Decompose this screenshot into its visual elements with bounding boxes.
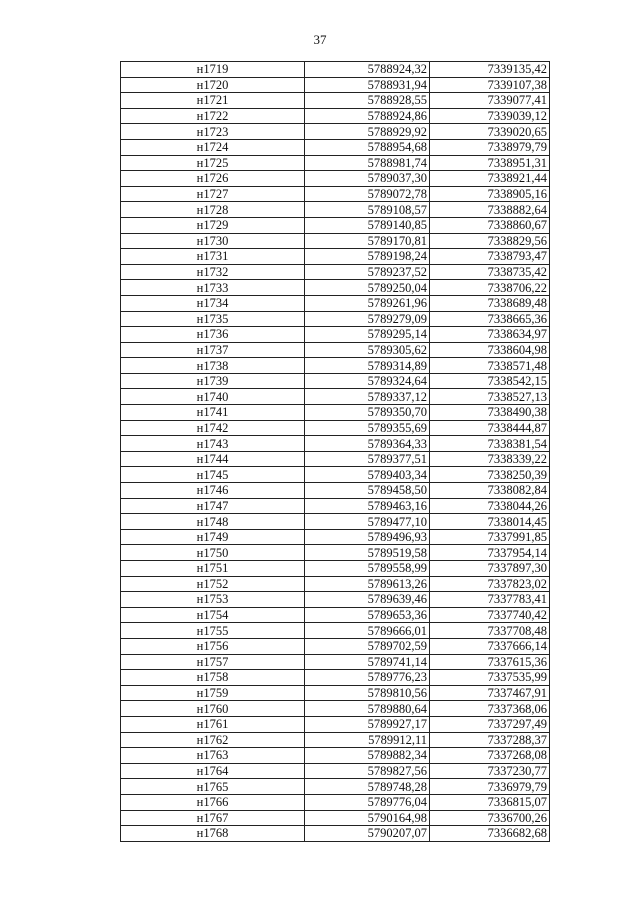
table-row — [121, 670, 550, 686]
point-id-cell: н1746 — [121, 483, 305, 499]
x-coordinate-cell: 5788928,55 — [305, 93, 430, 109]
x-coordinate-cell: 5788954,68 — [305, 139, 430, 155]
x-coordinate-cell: 5789250,04 — [305, 280, 430, 296]
x-coordinate-cell: 5789198,24 — [305, 249, 430, 265]
point-id-cell: н1722 — [121, 108, 305, 124]
y-coordinate-cell: 7339039,12 — [430, 108, 550, 124]
table-row — [121, 810, 550, 826]
x-coordinate-cell: 5789748,28 — [305, 779, 430, 795]
x-coordinate-cell: 5789403,34 — [305, 467, 430, 483]
point-id-cell: н1743 — [121, 436, 305, 452]
table-row — [121, 654, 550, 670]
point-id-cell: н1754 — [121, 607, 305, 623]
y-coordinate-cell: 7336700,26 — [430, 810, 550, 826]
point-id-cell: н1725 — [121, 155, 305, 171]
point-id-cell: н1734 — [121, 295, 305, 311]
y-coordinate-cell: 7337288,37 — [430, 732, 550, 748]
table-row — [121, 373, 550, 389]
y-coordinate-cell: 7338490,38 — [430, 405, 550, 421]
x-coordinate-cell: 5789912,11 — [305, 732, 430, 748]
table-row — [121, 186, 550, 202]
y-coordinate-cell: 7338339,22 — [430, 451, 550, 467]
table-row — [121, 701, 550, 717]
point-id-cell: н1730 — [121, 233, 305, 249]
point-id-cell: н1756 — [121, 638, 305, 654]
y-coordinate-cell: 7338250,39 — [430, 467, 550, 483]
x-coordinate-cell: 5789350,70 — [305, 405, 430, 421]
point-id-cell: н1762 — [121, 732, 305, 748]
x-coordinate-cell: 5789776,04 — [305, 794, 430, 810]
point-id-cell: н1727 — [121, 186, 305, 202]
point-id-cell: н1749 — [121, 529, 305, 545]
table-row — [121, 607, 550, 623]
y-coordinate-cell: 7337467,91 — [430, 685, 550, 701]
table-row — [121, 311, 550, 327]
x-coordinate-cell: 5789477,10 — [305, 514, 430, 530]
y-coordinate-cell: 7338444,87 — [430, 420, 550, 436]
table-row — [121, 545, 550, 561]
y-coordinate-cell: 7338706,22 — [430, 280, 550, 296]
y-coordinate-cell: 7338921,44 — [430, 171, 550, 187]
table-row — [121, 685, 550, 701]
y-coordinate-cell: 7338979,79 — [430, 139, 550, 155]
table-row — [121, 217, 550, 233]
x-coordinate-cell: 5790164,98 — [305, 810, 430, 826]
y-coordinate-cell: 7336979,79 — [430, 779, 550, 795]
point-id-cell: н1759 — [121, 685, 305, 701]
x-coordinate-cell: 5789880,64 — [305, 701, 430, 717]
y-coordinate-cell: 7338689,48 — [430, 295, 550, 311]
point-id-cell: н1739 — [121, 373, 305, 389]
point-id-cell: н1763 — [121, 748, 305, 764]
table-row — [121, 514, 550, 530]
y-coordinate-cell: 7338014,45 — [430, 514, 550, 530]
table-row — [121, 327, 550, 343]
y-coordinate-cell: 7336815,07 — [430, 794, 550, 810]
y-coordinate-cell: 7338665,36 — [430, 311, 550, 327]
x-coordinate-cell: 5789613,26 — [305, 576, 430, 592]
point-id-cell: н1738 — [121, 358, 305, 374]
table-row — [121, 467, 550, 483]
table-row — [121, 295, 550, 311]
x-coordinate-cell: 5789741,14 — [305, 654, 430, 670]
x-coordinate-cell: 5789458,50 — [305, 483, 430, 499]
table-row — [121, 826, 550, 842]
table-row — [121, 155, 550, 171]
x-coordinate-cell: 5788929,92 — [305, 124, 430, 140]
table-row — [121, 779, 550, 795]
table-row — [121, 171, 550, 187]
y-coordinate-cell: 7339020,65 — [430, 124, 550, 140]
table-row — [121, 124, 550, 140]
y-coordinate-cell: 7337615,36 — [430, 654, 550, 670]
y-coordinate-cell: 7338634,97 — [430, 327, 550, 343]
x-coordinate-cell: 5789882,34 — [305, 748, 430, 764]
table-row — [121, 389, 550, 405]
point-id-cell: н1740 — [121, 389, 305, 405]
y-coordinate-cell: 7337783,41 — [430, 592, 550, 608]
y-coordinate-cell: 7337666,14 — [430, 638, 550, 654]
coordinates-table — [120, 61, 550, 842]
point-id-cell: н1733 — [121, 280, 305, 296]
y-coordinate-cell: 7337991,85 — [430, 529, 550, 545]
y-coordinate-cell: 7338044,26 — [430, 498, 550, 514]
point-id-cell: н1721 — [121, 93, 305, 109]
x-coordinate-cell: 5789639,46 — [305, 592, 430, 608]
table-row — [121, 77, 550, 93]
point-id-cell: н1732 — [121, 264, 305, 280]
x-coordinate-cell: 5789519,58 — [305, 545, 430, 561]
y-coordinate-cell: 7338527,13 — [430, 389, 550, 405]
point-id-cell: н1755 — [121, 623, 305, 639]
point-id-cell: н1719 — [121, 62, 305, 78]
point-id-cell: н1752 — [121, 576, 305, 592]
page-number: 37 — [313, 32, 327, 47]
table-row — [121, 716, 550, 732]
y-coordinate-cell: 7338829,56 — [430, 233, 550, 249]
y-coordinate-cell: 7337740,42 — [430, 607, 550, 623]
y-coordinate-cell: 7338542,15 — [430, 373, 550, 389]
x-coordinate-cell: 5789355,69 — [305, 420, 430, 436]
table-row — [121, 638, 550, 654]
x-coordinate-cell: 5789927,17 — [305, 716, 430, 732]
x-coordinate-cell: 5789295,14 — [305, 327, 430, 343]
y-coordinate-cell: 7338860,67 — [430, 217, 550, 233]
point-id-cell: н1747 — [121, 498, 305, 514]
table-row — [121, 732, 550, 748]
x-coordinate-cell: 5789827,56 — [305, 763, 430, 779]
table-row — [121, 233, 550, 249]
table-row — [121, 483, 550, 499]
table-row — [121, 249, 550, 265]
x-coordinate-cell: 5789558,99 — [305, 561, 430, 577]
table-row — [121, 139, 550, 155]
point-id-cell: н1735 — [121, 311, 305, 327]
x-coordinate-cell: 5789108,57 — [305, 202, 430, 218]
x-coordinate-cell: 5789314,89 — [305, 358, 430, 374]
x-coordinate-cell: 5788931,94 — [305, 77, 430, 93]
coordinates-table-body — [121, 62, 550, 842]
x-coordinate-cell: 5789377,51 — [305, 451, 430, 467]
table-row — [121, 436, 550, 452]
x-coordinate-cell: 5789305,62 — [305, 342, 430, 358]
y-coordinate-cell: 7338381,54 — [430, 436, 550, 452]
point-id-cell: н1761 — [121, 716, 305, 732]
y-coordinate-cell: 7337708,48 — [430, 623, 550, 639]
table-row — [121, 451, 550, 467]
x-coordinate-cell: 5789702,59 — [305, 638, 430, 654]
table-row — [121, 623, 550, 639]
x-coordinate-cell: 5790207,07 — [305, 826, 430, 842]
x-coordinate-cell: 5789810,56 — [305, 685, 430, 701]
point-id-cell: н1720 — [121, 77, 305, 93]
y-coordinate-cell: 7337368,06 — [430, 701, 550, 717]
point-id-cell: н1728 — [121, 202, 305, 218]
y-coordinate-cell: 7338951,31 — [430, 155, 550, 171]
point-id-cell: н1742 — [121, 420, 305, 436]
x-coordinate-cell: 5789776,23 — [305, 670, 430, 686]
table-row — [121, 763, 550, 779]
point-id-cell: н1745 — [121, 467, 305, 483]
point-id-cell: н1748 — [121, 514, 305, 530]
table-row — [121, 529, 550, 545]
point-id-cell: н1729 — [121, 217, 305, 233]
y-coordinate-cell: 7338882,64 — [430, 202, 550, 218]
table-row — [121, 405, 550, 421]
y-coordinate-cell: 7337297,49 — [430, 716, 550, 732]
point-id-cell: н1760 — [121, 701, 305, 717]
x-coordinate-cell: 5789337,12 — [305, 389, 430, 405]
table-row — [121, 342, 550, 358]
y-coordinate-cell: 7337954,14 — [430, 545, 550, 561]
y-coordinate-cell: 7338793,47 — [430, 249, 550, 265]
x-coordinate-cell: 5789496,93 — [305, 529, 430, 545]
y-coordinate-cell: 7337230,77 — [430, 763, 550, 779]
point-id-cell: н1753 — [121, 592, 305, 608]
point-id-cell: н1767 — [121, 810, 305, 826]
table-row — [121, 108, 550, 124]
table-row — [121, 420, 550, 436]
x-coordinate-cell: 5789324,64 — [305, 373, 430, 389]
point-id-cell: н1757 — [121, 654, 305, 670]
y-coordinate-cell: 7338571,48 — [430, 358, 550, 374]
x-coordinate-cell: 5789237,52 — [305, 264, 430, 280]
x-coordinate-cell: 5788924,32 — [305, 62, 430, 78]
point-id-cell: н1744 — [121, 451, 305, 467]
table-row — [121, 202, 550, 218]
table-row — [121, 794, 550, 810]
point-id-cell: н1758 — [121, 670, 305, 686]
point-id-cell: н1766 — [121, 794, 305, 810]
y-coordinate-cell: 7336682,68 — [430, 826, 550, 842]
y-coordinate-cell: 7337268,08 — [430, 748, 550, 764]
x-coordinate-cell: 5789170,81 — [305, 233, 430, 249]
x-coordinate-cell: 5789463,16 — [305, 498, 430, 514]
table-row — [121, 576, 550, 592]
y-coordinate-cell: 7337535,99 — [430, 670, 550, 686]
table-row — [121, 280, 550, 296]
table-row — [121, 264, 550, 280]
y-coordinate-cell: 7339077,41 — [430, 93, 550, 109]
y-coordinate-cell: 7339107,38 — [430, 77, 550, 93]
x-coordinate-cell: 5788924,86 — [305, 108, 430, 124]
y-coordinate-cell: 7338082,84 — [430, 483, 550, 499]
y-coordinate-cell: 7338735,42 — [430, 264, 550, 280]
y-coordinate-cell: 7338604,98 — [430, 342, 550, 358]
table-row — [121, 358, 550, 374]
point-id-cell: н1723 — [121, 124, 305, 140]
table-row — [121, 561, 550, 577]
table-row — [121, 748, 550, 764]
point-id-cell: н1768 — [121, 826, 305, 842]
table-row — [121, 592, 550, 608]
table-row — [121, 93, 550, 109]
point-id-cell: н1726 — [121, 171, 305, 187]
x-coordinate-cell: 5789261,96 — [305, 295, 430, 311]
y-coordinate-cell: 7337897,30 — [430, 561, 550, 577]
x-coordinate-cell: 5789666,01 — [305, 623, 430, 639]
point-id-cell: н1731 — [121, 249, 305, 265]
x-coordinate-cell: 5789140,85 — [305, 217, 430, 233]
point-id-cell: н1741 — [121, 405, 305, 421]
point-id-cell: н1750 — [121, 545, 305, 561]
y-coordinate-cell: 7337823,02 — [430, 576, 550, 592]
x-coordinate-cell: 5789279,09 — [305, 311, 430, 327]
table-row — [121, 498, 550, 514]
x-coordinate-cell: 5788981,74 — [305, 155, 430, 171]
point-id-cell: н1737 — [121, 342, 305, 358]
y-coordinate-cell: 7339135,42 — [430, 62, 550, 78]
point-id-cell: н1765 — [121, 779, 305, 795]
x-coordinate-cell: 5789364,33 — [305, 436, 430, 452]
point-id-cell: н1736 — [121, 327, 305, 343]
point-id-cell: н1764 — [121, 763, 305, 779]
y-coordinate-cell: 7338905,16 — [430, 186, 550, 202]
point-id-cell: н1751 — [121, 561, 305, 577]
x-coordinate-cell: 5789653,36 — [305, 607, 430, 623]
x-coordinate-cell: 5789037,30 — [305, 171, 430, 187]
x-coordinate-cell: 5789072,78 — [305, 186, 430, 202]
point-id-cell: н1724 — [121, 139, 305, 155]
table-row — [121, 62, 550, 78]
